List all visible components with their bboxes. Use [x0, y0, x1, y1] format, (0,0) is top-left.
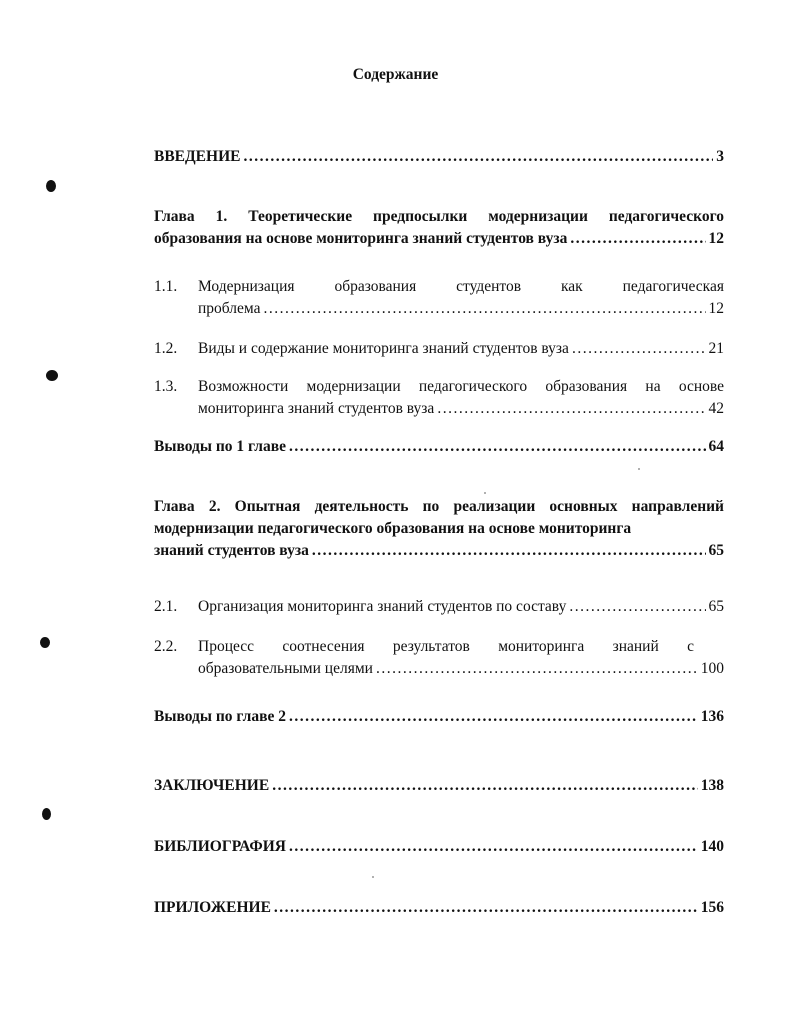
toc-leader [572, 338, 706, 360]
toc-leader [569, 596, 705, 618]
toc-section-line: Процесс соотнесения результатов мониторинга знаний с [198, 638, 694, 655]
toc-page-number: 21 [708, 340, 724, 357]
toc-chapter-line: знаний студентов вуза [154, 542, 309, 559]
toc-section-1-3 [154, 376, 724, 420]
toc-section-line: Модернизация образования студентов как педагогическая [198, 278, 724, 295]
toc-section-2-1 [154, 596, 724, 618]
toc-section-line: образовательными целями [198, 660, 373, 677]
toc-chapter-line: образования на основе мониторинга знаний студентов вуза [154, 230, 568, 247]
scan-speck [484, 492, 486, 494]
toc-page-number: 3 [716, 148, 724, 165]
toc-page-number: 42 [708, 400, 724, 417]
toc-entry-conclusion [154, 775, 724, 797]
toc-page-number: 136 [700, 708, 724, 725]
toc-page-number: 65 [708, 598, 724, 615]
toc-page-number: 65 [708, 542, 724, 559]
toc-leader [243, 146, 713, 168]
toc-page-number: 64 [708, 438, 724, 455]
toc-section-line: Организация мониторинга знаний студентов по составу [198, 598, 567, 615]
toc-leader [437, 398, 705, 420]
toc-label: ЗАКЛЮЧЕНИЕ [154, 777, 270, 794]
toc-section-1-1 [154, 276, 724, 320]
toc-label: Выводы по 1 главе [154, 438, 286, 455]
scan-speck [372, 876, 374, 878]
toc-entry-bibliography [154, 836, 724, 858]
toc-section-number: 2.2. [154, 638, 178, 655]
toc-entry-appendix [154, 897, 724, 919]
binder-hole-mark [46, 370, 58, 381]
binder-hole-mark [40, 637, 50, 648]
toc-label: БИБЛИОГРАФИЯ [154, 838, 286, 855]
toc-leader [570, 228, 705, 250]
toc-page-number: 156 [700, 899, 724, 916]
toc-entry-chapter1-conclusions [154, 436, 724, 458]
scan-speck [638, 468, 640, 470]
toc-chapter-line: Глава 2. Опытная деятельность по реализации основных направлений [154, 498, 724, 515]
binder-hole-mark [42, 808, 51, 820]
toc-leader [264, 298, 706, 320]
toc-chapter-line: Глава 1. Теоретические предпосылки модернизации педагогического [154, 208, 724, 225]
toc-leader [289, 436, 706, 458]
toc-page-number: 100 [700, 660, 724, 677]
toc-section-line: мониторинга знаний студентов вуза [198, 400, 435, 417]
toc-section-2-2 [154, 636, 724, 680]
toc-section-line: проблема [198, 300, 261, 317]
toc-label: ВВЕДЕНИЕ [154, 148, 241, 165]
toc-section-line: Возможности модернизации педагогического образования на основе [198, 378, 724, 395]
toc-leader [289, 706, 698, 728]
toc-section-number: 2.1. [154, 598, 178, 615]
toc-section-number: 1.2. [154, 340, 178, 357]
toc-section-number: 1.1. [154, 278, 178, 295]
toc-chapter-line: модернизации педагогического образования на основе мониторинга [154, 520, 632, 537]
binder-hole-mark [46, 180, 56, 192]
toc-entry-chapter2-conclusions [154, 706, 724, 728]
toc-entry-chapter1 [154, 206, 724, 250]
toc-entry-intro [154, 146, 724, 168]
toc-page-number: 140 [700, 838, 724, 855]
toc-label: Выводы по главе 2 [154, 708, 286, 725]
toc-leader [274, 897, 698, 919]
toc-entry-chapter2 [154, 496, 724, 562]
toc-page-number: 138 [700, 777, 724, 794]
page-title: Содержание [352, 66, 439, 83]
toc-section-line: Виды и содержание мониторинга знаний студентов вуза [198, 340, 569, 357]
toc-leader [376, 658, 698, 680]
toc-label: ПРИЛОЖЕНИЕ [154, 899, 271, 916]
toc-section-1-2 [154, 338, 724, 360]
toc-leader [272, 775, 698, 797]
toc-page-number: 12 [708, 300, 724, 317]
toc-section-number: 1.3. [154, 378, 178, 395]
toc-page-number: 12 [708, 230, 724, 247]
toc-leader [289, 836, 698, 858]
toc-leader [312, 540, 706, 562]
